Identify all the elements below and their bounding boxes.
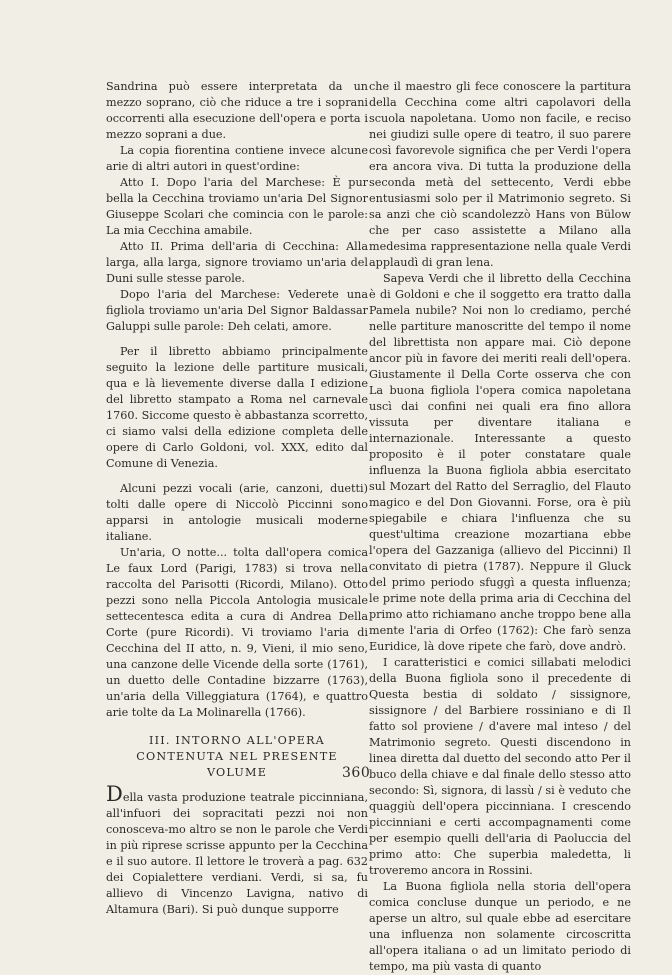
paragraph	[106, 782, 368, 918]
page-number: 360	[342, 765, 371, 781]
paragraph: I caratteristici e comici sillabati melodici della Buona figliola sono il precedente di Questa bestia di soldato / sissignore, sissignore / del Barbiere rossiniano e di Il fatto sol proviene / d'avere mal inteso / del Matrimonio segreto. Questi discendono in linea diretta dal duetto del secondo atto Per il buco della chiave e dal finale dello stesso atto secondo: Sì, signora, di lassù / si è veduto che quaggiù dell'opera piccinniana. I crescendo piccinniani e certi accompagnamenti come per esempio quelli dell'aria di Paoluccia del primo atto: Che superbia maledetta, li troveremo ancora in Rossini.	[369, 656, 631, 877]
paragraph: Alcuni pezzi vocali (arie, canzoni, duetti) tolti dalle opere di Niccolò Piccinni sono apparsi in antologie musicali moderne italiane.	[106, 482, 368, 543]
paragraph: Un'aria, O notte... tolta dall'opera comica Le faux Lord (Parigi, 1783) si trova nella raccolta del Parisotti (Ricordi, Milano). Otto pezzi sono nella Piccola Antologia musicale settecentesca edita a cura di Andrea Della Corte (pure Ricordi). Vi troviamo l'aria di Cecchina del II atto, n. 9, Vieni, il mio seno, una canzone delle Vicende della sorte (1761), un duetto delle Contadine bizzarre (1763), un'aria della Villeggiatura (1764), e quattro arie tolte da La Molinarella (1766).	[106, 546, 368, 719]
paragraph: La copia fiorentina contiene invece alcune arie di altri autori in quest'ordine:	[106, 144, 368, 173]
paragraph: La Buona figliola nella storia dell'opera comica concluse dunque un periodo, e ne aperse un altro, sul quale ebbe ad esercitare una influenza non solamente circoscritta all'opera italiana o ad un limitato periodo di tempo, ma più vasta di quanto	[369, 880, 631, 973]
paragraph: Sapeva Verdi che il libretto della Cecchina è di Goldoni e che il soggetto era tratto dalla Pamela nubile? Noi non lo crediamo, perché nelle partiture manoscritte del tempo il nome del librettista non appare mai. Ciò depone ancor più in favore dei meriti reali dell'opera. Giustamente il Della Corte osserva che con La buona figliola l'opera comica napoletana uscì dai confini nei quali era fino allora vissuta per diventare italiana e internazionale. Interessante a questo proposito è il poter constatare quale influenza la Buona figliola abbia esercitato sul Mozart del Ratto del Serraglio, del Flauto magico e del Don Giovanni. Forse, ora è più spiegabile e chiara l'influenza che su quest'ultima creazione mozartiana ebbe l'opera del Gazzaniga (allievo del Piccinni) Il convitato di pietra (1787). Neppure il Gluck del primo periodo sfuggì a questa influenza; le prime note della prima aria di Cecchina del primo atto richiamano anche troppo bene alla mente l'aria di Orfeo (1762): Che farò senza Euridice, là dove ripete che farò, dove andrò.	[369, 272, 631, 653]
paragraph: Sandrina può essere interpretata da un mezzo soprano, ciò che riduce a tre i soprani occorrenti alla esecuzione dell'opera e porta i mezzo soprani a due.	[106, 80, 368, 141]
left-column	[106, 79, 371, 918]
paragraph: Atto I. Dopo l'aria del Marchese: È pur bella la Cecchina troviamo un'aria Del Signor Giuseppe Scolari che comincia con le parole: La mia Cecchina amabile.	[106, 176, 368, 237]
right-column	[369, 79, 631, 975]
paragraph-text: ella vasta produzione teatrale piccinniana, all'infuori dei sopracitati pezzi noi non conosceva-mo altro se non le parole che Verdi in più riprese scrisse appunto per la Cecchina e il suo autore. Il lettore le troverà a pag. 632 dei Copialettere verdiani. Verdi, si sa, fu allievo di Vincenzo Lavigna, nativo di Altamura (Bari). Si può dunque supporre	[106, 791, 368, 916]
drop-cap: D	[106, 782, 123, 806]
section-heading: III. INTORNO ALL'OPERA CONTENUTA NEL PRESENTE VOLUME	[136, 734, 338, 779]
paragraph: che il maestro gli fece conoscere la partitura della Cecchina come altri capolavori della scuola napoletana. Uomo non facile, e reciso nei giudizi sulle opere di teatro, il suo parere così favorevole significa che per Verdi l'opera era ancora viva. Di tutta la produzione della seconda metà del settecento, Verdi ebbe entusiasmi solo per il Matrimonio segreto. Si sa anzi che ciò scandolezzò Hans von Bülow che per caso assistette a Milano alla medesima rappresentazione nella quale Verdi applaudì di gran lena.	[369, 80, 631, 269]
paragraph: Dopo l'aria del Marchese: Vederete una figliola troviamo un'aria Del Signor Baldassar Galuppi sulle parole: Deh celati, amore.	[106, 288, 368, 333]
paragraph: Per il libretto abbiamo principalmente seguito la lezione delle partiture musicali, qua e là lievemente diverse dalla I edizione del libretto stampato a Roma nel carnevale 1760. Siccome questo è abbastanza scorretto, ci siamo valsi della edizione completa delle opere di Carlo Goldoni, vol. XXX, edito dal Comune di Venezia.	[106, 345, 368, 470]
paragraph: Atto II. Prima dell'aria di Cecchina: Alla larga, alla larga, signore troviamo un'aria del Duni sulle stesse parole.	[106, 240, 368, 285]
